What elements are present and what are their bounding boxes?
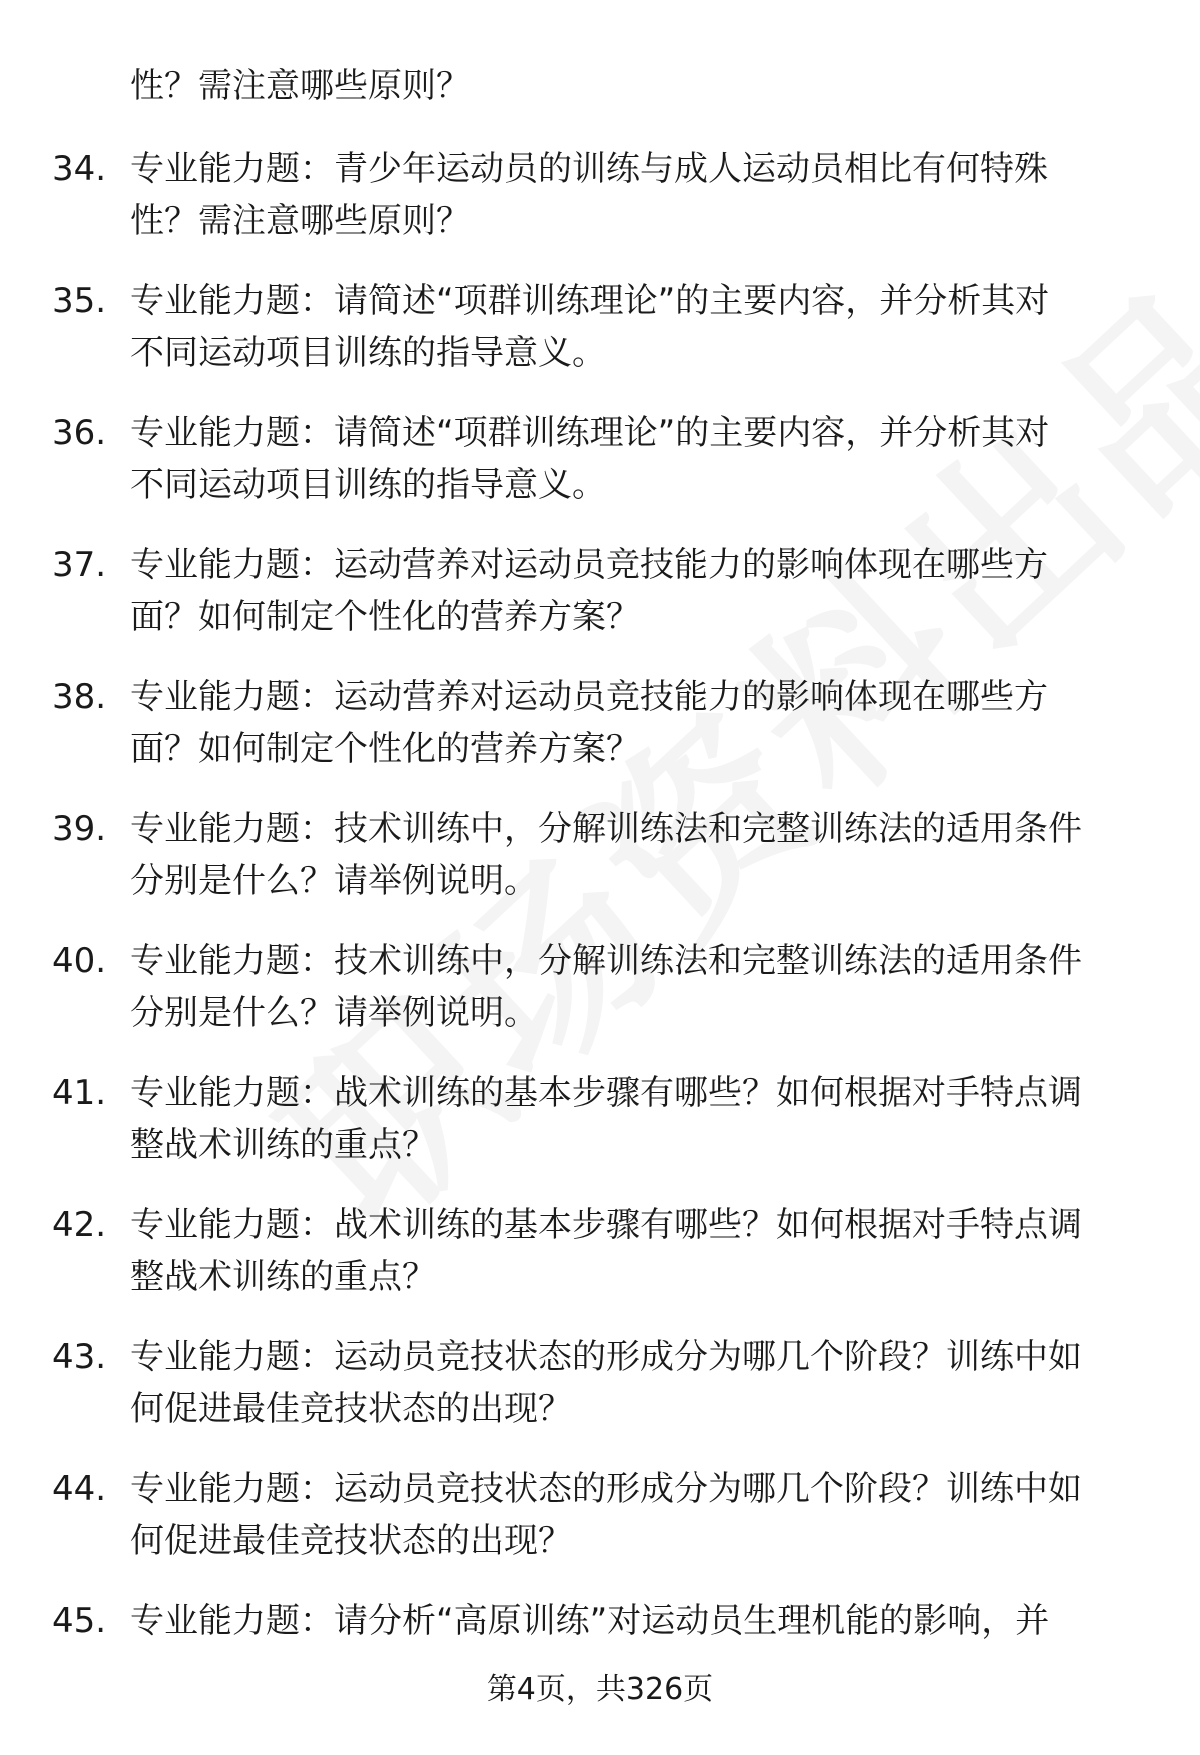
question-line: 面？如何制定个性化的营养方案？ (130, 729, 640, 769)
question-line: 分别是什么？请举例说明。 (130, 993, 538, 1033)
continued-question-text (130, 58, 470, 114)
question-line: 专业能力题：战术训练的基本步骤有哪些？如何根据对手特点调 (130, 1073, 1082, 1113)
question-number: 42. (52, 1205, 107, 1245)
question-number: 34. (52, 149, 107, 189)
question-text (130, 1199, 1140, 1303)
question-line: 专业能力题：技术训练中，分解训练法和完整训练法的适用条件 (130, 941, 1082, 981)
question-line: 不同运动项目训练的指导意义。 (130, 465, 606, 505)
question-line: 面？如何制定个性化的营养方案？ (130, 597, 640, 637)
question-line: 何促进最佳竞技状态的出现？ (130, 1389, 572, 1429)
question-line: 专业能力题：技术训练中，分解训练法和完整训练法的适用条件 (130, 809, 1082, 849)
question-item (0, 275, 1200, 407)
question-number: 35. (52, 281, 107, 321)
question-number: 39. (52, 809, 107, 849)
question-number: 43. (52, 1337, 107, 1377)
question-line: 整战术训练的重点？ (130, 1257, 436, 1297)
question-item (0, 539, 1200, 671)
question-line: 性？需注意哪些原则？ (130, 201, 470, 241)
question-text (130, 1595, 1140, 1647)
question-line: 何促进最佳竞技状态的出现？ (130, 1521, 572, 1561)
question-item (0, 407, 1200, 539)
question-number: 40. (52, 941, 107, 981)
question-number: 37. (52, 545, 107, 585)
question-line: 专业能力题：青少年运动员的训练与成人运动员相比有何特殊 (130, 149, 1048, 189)
question-line: 整战术训练的重点？ (130, 1125, 436, 1165)
question-line: 专业能力题：请分析“高原训练”对运动员生理机能的影响，并 (130, 1601, 1050, 1641)
question-text (130, 407, 1140, 511)
question-line: 专业能力题：请简述“项群训练理论”的主要内容，并分析其对 (130, 281, 1050, 321)
question-item (0, 1067, 1200, 1199)
question-line: 分别是什么？请举例说明。 (130, 861, 538, 901)
question-text (130, 1463, 1140, 1567)
question-text (130, 1331, 1140, 1435)
question-line: 专业能力题：运动员竞技状态的形成分为哪几个阶段？训练中如 (130, 1469, 1082, 1509)
question-item (0, 671, 1200, 803)
question-line: 专业能力题：请简述“项群训练理论”的主要内容，并分析其对 (130, 413, 1050, 453)
question-line: 专业能力题：运动营养对运动员竞技能力的影响体现在哪些方 (130, 545, 1048, 585)
question-line: 不同运动项目训练的指导意义。 (130, 333, 606, 373)
question-text (130, 803, 1140, 907)
question-line: 专业能力题：运动员竞技状态的形成分为哪几个阶段？训练中如 (130, 1337, 1082, 1377)
page-number-footer: 第4页，共326页 (486, 1672, 714, 1707)
question-line: 专业能力题：战术训练的基本步骤有哪些？如何根据对手特点调 (130, 1205, 1082, 1245)
question-number: 41. (52, 1073, 107, 1113)
question-text (130, 935, 1140, 1039)
question-line: 专业能力题：运动营养对运动员竞技能力的影响体现在哪些方 (130, 677, 1048, 717)
question-item (0, 143, 1200, 275)
question-text (130, 539, 1140, 643)
question-item (0, 935, 1200, 1067)
question-number: 45. (52, 1601, 107, 1641)
continued-line: 性？需注意哪些原则？ (130, 66, 470, 106)
question-number: 36. (52, 413, 107, 453)
question-text (130, 143, 1140, 247)
question-item (0, 1331, 1200, 1463)
question-list (0, 143, 1200, 1727)
question-text (130, 275, 1140, 379)
question-number: 44. (52, 1469, 107, 1509)
question-text (130, 1067, 1140, 1171)
question-item (0, 803, 1200, 935)
question-number: 38. (52, 677, 107, 717)
question-item (0, 1199, 1200, 1331)
question-text (130, 671, 1140, 775)
question-item (0, 1463, 1200, 1595)
